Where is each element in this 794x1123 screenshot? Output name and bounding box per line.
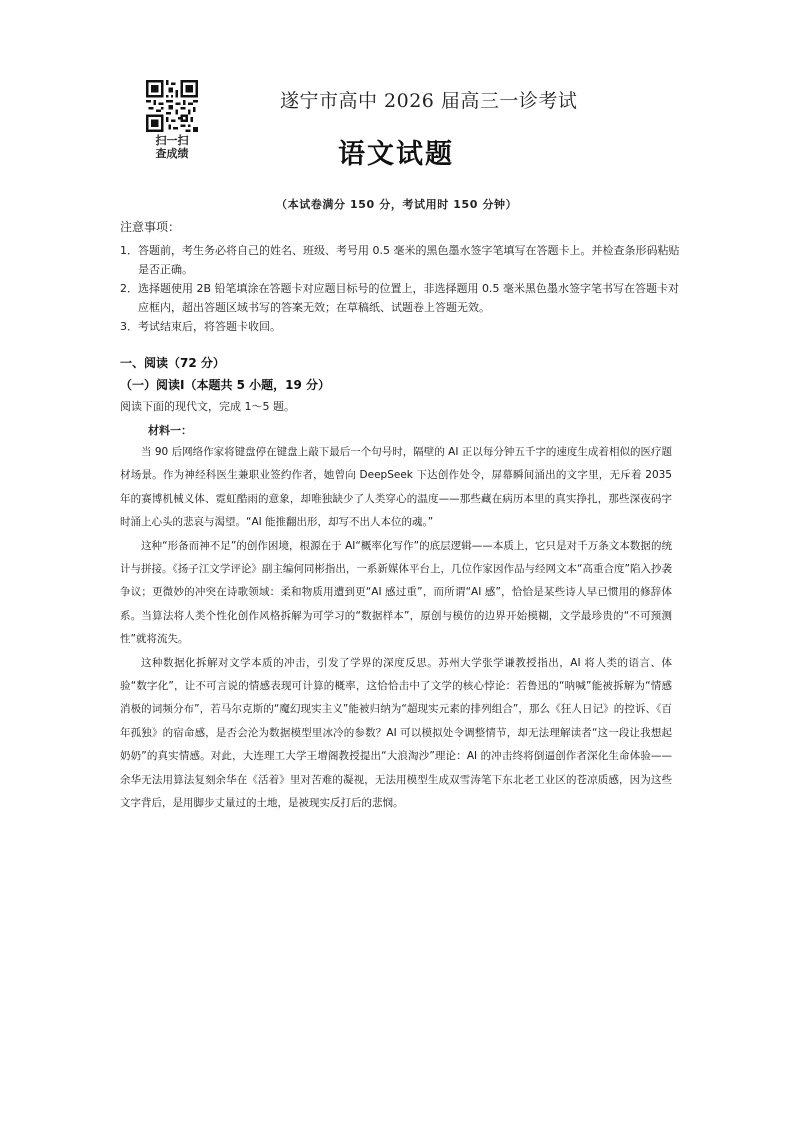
qr-caption [143,134,201,160]
qr-caption-line1: 扫一扫 [155,134,189,147]
material-paragraph: 当 90 后网络作家将键盘停在键盘上敲下最后一个句号时，隔壁的 AI 正以每分钟五千字的速度生成着相似的医疗题材场景。作为神经科医生兼职业签约作者，她曾向 DeepSeek 下达创作处令，屏幕瞬间涌出的文字里，无斥着 2035 年的赛博机械义体、霓虹酷雨的意象，却唯独缺少了人类穿心的温度——那些藏在病历本里的真实挣扎，那些深夜码字时涌上心头的悲哀与渴望。“AI 能推翻出形，却写不出人本位的魂。” [120,446,672,529]
subject-title: 语文试题 [338,139,454,170]
material-label: 材料一： [148,424,192,437]
notice-item: 3．考试结束后，将答题卡收回。 [120,320,281,333]
notice-item: 1．答题前，考生务必将自己的姓名、班级、考号用 0.5 毫米的黑色墨水签字笔填写在答题卡上。并检查条形码粘贴是否正确。 [120,244,680,276]
material-paragraph: 这种数据化拆解对文学本质的冲击，引发了学界的深度反思。苏州大学张学谦教授指出，AI 将人类的语言、体验“数字化”，让不可言说的情感表现可计算的概率，这恰恰击中了文学的核心悖论：若鲁迅的“呐喊”能被拆解为“情感消极的词频分布”，若马尔克斯的“魔幻现实主义”能被归纳为“超现实元素的排列组合”，那么《狂人日记》的控诉、《百年孤独》的宿命感，是否会沦为数据模型里冰冷的参数？AI 可以模拟处令调整情节，却无法理解读者“这一段让我想起奶奶”的真实情感。对此，大连理工大学王增阁教授提出“大浪淘沙”理论：AI 的冲击终将倒逼创作者深化生命体验——余华无法用算法复刻余华在《活着》里对苦难的凝视，无法用模型生成双雪涛笔下东北老工业区的苍凉质感，因为这些文字背后，是用脚步丈量过的土地，是被现实反打后的悲悯。 [120,656,672,810]
subsection-heading: （一）阅读Ⅰ（本题共 5 小题，19 分） [120,378,331,392]
notice-list [120,241,680,336]
qr-caption-line2: 查成绩 [155,147,189,160]
qr-block[interactable] [143,80,201,160]
section-heading: 一、阅读（72 分） [120,356,225,370]
material-paragraph: 这种“形备而神不足”的创作困境，根源在于 AI“概率化写作”的底层逻辑——本质上，它只是对千万条文本数据的统计与拼接。《扬子江文学评论》副主编何同彬指出，一系新媒体平台上，几位作家因作品与经网文本“高重合度”陷入抄袭争议；更微妙的冲突在诗歌领域：柔和物质用遭到更“AI 感过重”，而所谓“AI 感”，恰恰是某些诗人早已惯用的修辞体系。当算法将人类个性化创作风格拆解为可学习的“数据样本”，原创与模仿的边界开始模糊，文学最珍贵的“不可预测性”就将流失。 [120,539,672,646]
qr-code-icon[interactable] [146,80,198,132]
notice-heading: 注意事项： [120,220,181,234]
material-text [120,441,672,816]
notice-item: 2．选择题使用 2B 铅笔填涂在答题卡对应题目标号的位置上，非选择题用 0.5 毫米黑色墨水签字笔书写在答题卡对应框内，超出答题区域书写的答案无效；在草稿纸、试题卷上答题无效。 [120,282,680,314]
exam-info: （本试卷满分 150 分，考试用时 150 分钟） [276,198,518,211]
reading-instruction: 阅读下面的现代文，完成 1～5 题。 [120,400,295,413]
exam-name: 遂宁市高中 2026 届高三一诊考试 [280,90,578,112]
